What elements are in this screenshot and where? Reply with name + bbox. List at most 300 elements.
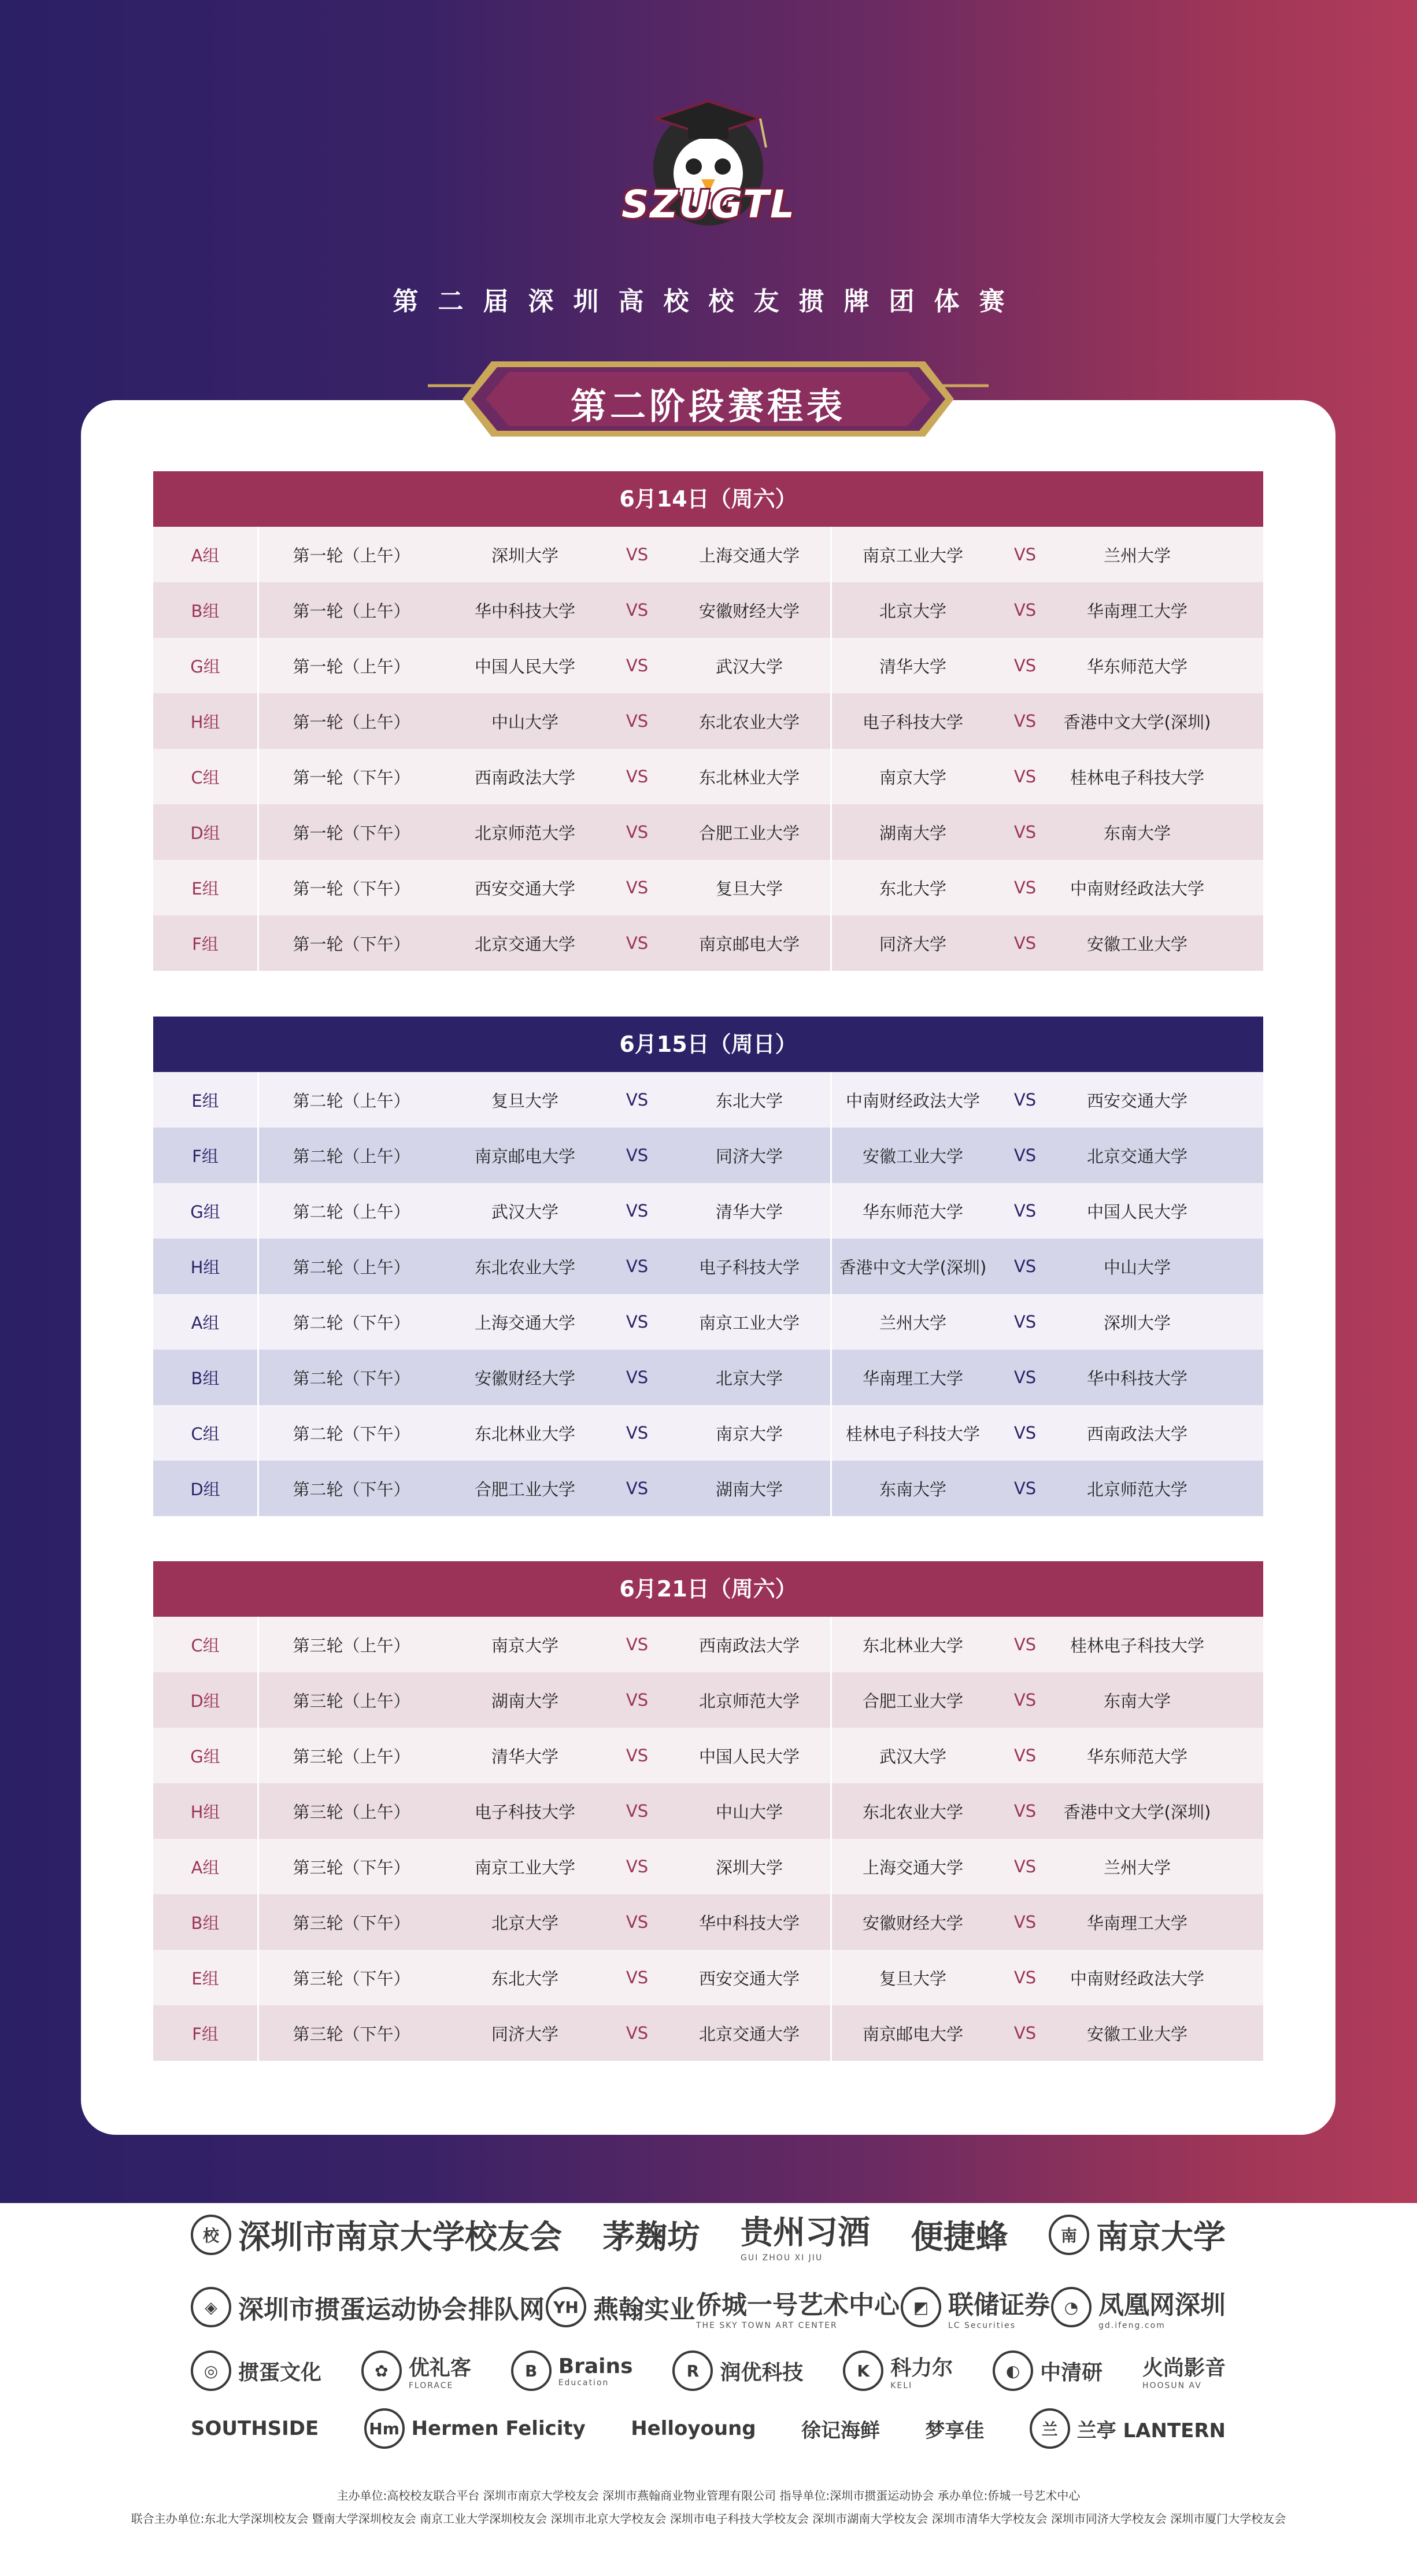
logo-text: SZUGTL bbox=[621, 182, 796, 227]
group-label: F组 bbox=[192, 934, 219, 954]
day-rows bbox=[153, 527, 1263, 971]
team-3: 东北大学 bbox=[830, 860, 994, 915]
team-3: 武汉大学 bbox=[830, 1728, 994, 1783]
match-row bbox=[153, 1294, 1263, 1350]
vs-label-2: VS bbox=[1013, 2023, 1037, 2043]
group-label: H组 bbox=[190, 712, 220, 732]
team-2: 合肥工业大学 bbox=[698, 823, 800, 843]
sponsor-mark-icon: ◩ bbox=[901, 2287, 941, 2327]
sponsor-logo bbox=[511, 2350, 633, 2391]
team-1: 安徽财经大学 bbox=[474, 1368, 575, 1388]
sponsor-name: 排队网 bbox=[468, 2295, 545, 2324]
match-row bbox=[153, 1894, 1263, 1950]
team-4: 中南财经政法大学 bbox=[1070, 1968, 1204, 1989]
sponsor-name: 火尚影音 bbox=[1142, 2356, 1226, 2380]
team-2: 中山大学 bbox=[715, 1802, 783, 1822]
round-label: 第一轮（上午） bbox=[257, 582, 444, 638]
sponsor-name: 梦享佳 bbox=[925, 2419, 985, 2442]
vs-label-2: VS bbox=[1013, 878, 1037, 897]
match-row bbox=[153, 693, 1263, 749]
round-label: 第二轮（下午） bbox=[257, 1350, 444, 1405]
match-row bbox=[153, 1405, 1263, 1461]
vs-label-1: VS bbox=[626, 1201, 649, 1221]
sponsor-mark-icon: K bbox=[843, 2350, 883, 2391]
team-4: 东南大学 bbox=[1103, 1691, 1171, 1711]
team-1: 中国人民大学 bbox=[474, 656, 575, 677]
team-1: 武汉大学 bbox=[491, 1202, 558, 1222]
vs-label-2: VS bbox=[1013, 1368, 1037, 1387]
team-4: 安徽工业大学 bbox=[1086, 2024, 1187, 2044]
team-1: 上海交通大学 bbox=[474, 1313, 575, 1333]
vs-label-1: VS bbox=[626, 1746, 649, 1765]
schedule-day-3 bbox=[153, 1561, 1263, 2061]
group-label: B组 bbox=[191, 1368, 220, 1388]
team-1: 东北林业大学 bbox=[474, 1424, 575, 1444]
team-2: 西南政法大学 bbox=[698, 1635, 800, 1655]
team-1: 东北大学 bbox=[491, 1968, 558, 1989]
match-row bbox=[153, 804, 1263, 860]
vs-label-2: VS bbox=[1013, 1479, 1037, 1498]
sponsor-mark-icon: R bbox=[672, 2350, 713, 2391]
sponsor-logo bbox=[843, 2350, 953, 2391]
vs-label-2: VS bbox=[1013, 711, 1037, 731]
group-label: C组 bbox=[191, 1635, 220, 1655]
sponsor-logo bbox=[191, 2350, 321, 2391]
team-1: 复旦大学 bbox=[491, 1091, 558, 1111]
sponsor-logo bbox=[801, 2415, 880, 2443]
match-row bbox=[153, 1128, 1263, 1183]
team-2: 同济大学 bbox=[715, 1146, 783, 1166]
group-label: A组 bbox=[191, 545, 220, 566]
round-label: 第一轮（下午） bbox=[257, 860, 444, 915]
vs-label-1: VS bbox=[626, 1090, 649, 1110]
sponsor-name: 深圳市掼蛋运动协会 bbox=[238, 2295, 467, 2324]
team-1: 电子科技大学 bbox=[474, 1802, 575, 1822]
team-4: 香港中文大学(深圳) bbox=[1063, 712, 1211, 732]
match-row bbox=[153, 915, 1263, 971]
team-3: 东北农业大学 bbox=[830, 1783, 994, 1839]
sponsor-name: 深圳市南京大学校友会 bbox=[238, 2219, 562, 2256]
team-4: 华东师范大学 bbox=[1086, 656, 1187, 677]
team-3: 香港中文大学(深圳) bbox=[830, 1239, 994, 1294]
sponsor-name: 徐记海鲜 bbox=[801, 2419, 880, 2442]
match-row bbox=[153, 1617, 1263, 1672]
match-row bbox=[153, 2005, 1263, 2061]
sponsor-logo bbox=[925, 2415, 984, 2443]
group-label: E组 bbox=[191, 1968, 219, 1989]
round-label: 第一轮（上午） bbox=[257, 693, 444, 749]
match-row bbox=[153, 638, 1263, 693]
vs-label-2: VS bbox=[1013, 1423, 1037, 1443]
round-label: 第三轮（下午） bbox=[257, 2005, 444, 2061]
team-2: 电子科技大学 bbox=[698, 1257, 800, 1277]
round-label: 第三轮（下午） bbox=[257, 1950, 444, 2005]
sponsor-logo bbox=[1030, 2408, 1226, 2449]
day-rows bbox=[153, 1072, 1263, 1516]
team-2: 东北大学 bbox=[715, 1091, 783, 1111]
match-row bbox=[153, 749, 1263, 804]
group-label: D组 bbox=[190, 1691, 220, 1711]
team-4: 兰州大学 bbox=[1103, 1857, 1171, 1878]
team-4: 华南理工大学 bbox=[1086, 601, 1187, 621]
team-4: 桂林电子科技大学 bbox=[1070, 1635, 1204, 1655]
sponsor-logo bbox=[631, 2417, 756, 2440]
sponsor-logo bbox=[191, 2287, 467, 2327]
vs-label-2: VS bbox=[1013, 1801, 1037, 1821]
sponsor-logo bbox=[1051, 2284, 1226, 2330]
vs-label-2: VS bbox=[1013, 822, 1037, 842]
sponsor-logo bbox=[911, 2212, 1008, 2258]
match-row bbox=[153, 1072, 1263, 1128]
vs-label-1: VS bbox=[626, 878, 649, 897]
team-4: 深圳大学 bbox=[1103, 1313, 1171, 1333]
team-4: 中山大学 bbox=[1103, 1257, 1171, 1277]
team-4: 香港中文大学(深圳) bbox=[1063, 1802, 1211, 1822]
day-rows bbox=[153, 1617, 1263, 2061]
sponsor-name: 便捷蜂 bbox=[911, 2219, 1008, 2256]
day-header: 6月14日（周六） bbox=[153, 471, 1263, 527]
round-label: 第二轮（上午） bbox=[257, 1183, 444, 1239]
sponsor-mark-icon: 南 bbox=[1049, 2215, 1089, 2255]
vs-label-1: VS bbox=[626, 1312, 649, 1332]
team-4: 华南理工大学 bbox=[1086, 1913, 1187, 1933]
team-3: 东南大学 bbox=[830, 1461, 994, 1516]
vs-label-1: VS bbox=[626, 1690, 649, 1710]
sponsor-subtitle: FLORACE bbox=[408, 2381, 454, 2390]
sponsor-mark-icon: ◎ bbox=[191, 2350, 231, 2391]
team-2: 南京工业大学 bbox=[698, 1313, 800, 1333]
vs-label-1: VS bbox=[626, 1479, 649, 1498]
team-3: 上海交通大学 bbox=[830, 1839, 994, 1894]
round-label: 第一轮（下午） bbox=[257, 804, 444, 860]
team-1: 华中科技大学 bbox=[474, 601, 575, 621]
round-label: 第二轮（上午） bbox=[257, 1072, 444, 1128]
team-3: 电子科技大学 bbox=[830, 693, 994, 749]
team-2: 北京师范大学 bbox=[698, 1691, 800, 1711]
team-3: 南京大学 bbox=[830, 749, 994, 804]
team-1: 合肥工业大学 bbox=[474, 1479, 575, 1499]
sponsor-name: 兰亭 LANTERN bbox=[1076, 2419, 1226, 2442]
round-label: 第一轮（上午） bbox=[257, 527, 444, 582]
vs-label-1: VS bbox=[626, 1423, 649, 1443]
team-2: 东北林业大学 bbox=[698, 767, 800, 788]
round-label: 第三轮（上午） bbox=[257, 1728, 444, 1783]
sponsor-mark-icon: 兰 bbox=[1030, 2408, 1070, 2449]
team-2: 西安交通大学 bbox=[698, 1968, 800, 1989]
group-label: A组 bbox=[191, 1857, 220, 1878]
sponsor-mark-icon: ◈ bbox=[191, 2287, 231, 2327]
sponsor-mark-icon: B bbox=[511, 2350, 552, 2391]
team-4: 西南政法大学 bbox=[1086, 1424, 1187, 1444]
match-row bbox=[153, 1783, 1263, 1839]
vs-label-1: VS bbox=[626, 767, 649, 786]
sponsor-logo bbox=[741, 2207, 870, 2263]
vs-label-2: VS bbox=[1013, 1145, 1037, 1165]
team-4: 华东师范大学 bbox=[1086, 1746, 1187, 1766]
sponsor-name: 贵州习酒 bbox=[741, 2214, 870, 2252]
vs-label-1: VS bbox=[626, 711, 649, 731]
sponsor-subtitle: GUI ZHOU XI JIU bbox=[741, 2253, 823, 2263]
team-4: 东南大学 bbox=[1103, 823, 1171, 843]
match-row bbox=[153, 1672, 1263, 1728]
team-4: 北京师范大学 bbox=[1086, 1479, 1187, 1499]
team-3: 华东师范大学 bbox=[830, 1183, 994, 1239]
team-2: 深圳大学 bbox=[715, 1857, 783, 1878]
vs-label-2: VS bbox=[1013, 656, 1037, 675]
vs-label-2: VS bbox=[1013, 600, 1037, 620]
vs-label-1: VS bbox=[626, 2023, 649, 2043]
event-logo bbox=[621, 87, 795, 243]
round-label: 第三轮（上午） bbox=[257, 1783, 444, 1839]
team-4: 安徽工业大学 bbox=[1086, 934, 1187, 954]
team-4: 桂林电子科技大学 bbox=[1070, 767, 1204, 788]
round-label: 第二轮（下午） bbox=[257, 1461, 444, 1516]
vs-label-1: VS bbox=[626, 933, 649, 953]
sponsor-subtitle: KELI bbox=[890, 2381, 913, 2390]
team-1: 南京工业大学 bbox=[474, 1857, 575, 1878]
team-3: 合肥工业大学 bbox=[830, 1672, 994, 1728]
round-label: 第三轮（下午） bbox=[257, 1894, 444, 1950]
group-label: G组 bbox=[190, 656, 220, 677]
vs-label-1: VS bbox=[626, 600, 649, 620]
team-4: 中南财经政法大学 bbox=[1070, 878, 1204, 899]
vs-label-2: VS bbox=[1013, 1746, 1037, 1765]
vs-label-2: VS bbox=[1013, 1256, 1037, 1276]
team-3: 桂林电子科技大学 bbox=[830, 1405, 994, 1461]
team-3: 安徽工业大学 bbox=[830, 1128, 994, 1183]
sponsor-logo bbox=[1142, 2352, 1226, 2390]
vs-label-2: VS bbox=[1013, 933, 1037, 953]
sponsor-name: 优礼客 bbox=[408, 2356, 471, 2380]
vs-label-2: VS bbox=[1013, 545, 1037, 564]
sponsor-name: 联储证券 bbox=[948, 2290, 1050, 2320]
team-2: 湖南大学 bbox=[715, 1479, 783, 1499]
team-2: 清华大学 bbox=[715, 1202, 783, 1222]
team-1: 深圳大学 bbox=[491, 545, 558, 566]
vs-label-2: VS bbox=[1013, 1968, 1037, 1987]
sponsor-mark-icon: ✿ bbox=[361, 2350, 402, 2391]
co-organizer-credits: 联合主办单位:东北大学深圳校友会 暨南大学深圳校友会 南京工业大学深圳校友会 深圳市北京大学校友会 深圳市电子科技大学校友会 深圳市湖南大学校友会 深圳市清华大学校友会 深圳市同济大学校友会 深圳市厦门大学校友会 bbox=[131, 2512, 1286, 2526]
group-label: A组 bbox=[191, 1313, 220, 1333]
sponsor-name: 南京大学 bbox=[1096, 2219, 1226, 2256]
sponsor-logo bbox=[1049, 2212, 1226, 2258]
sponsor-name: 掼蛋文化 bbox=[238, 2360, 322, 2385]
team-1: 北京师范大学 bbox=[474, 823, 575, 843]
match-row bbox=[153, 1461, 1263, 1516]
group-label: C组 bbox=[191, 1424, 220, 1444]
round-label: 第三轮（上午） bbox=[257, 1672, 444, 1728]
round-label: 第一轮（下午） bbox=[257, 915, 444, 971]
sponsor-mark-icon: 校 bbox=[191, 2215, 231, 2255]
vs-label-1: VS bbox=[626, 1635, 649, 1654]
group-label: E组 bbox=[191, 1091, 219, 1111]
sponsor-logo bbox=[546, 2287, 695, 2327]
team-2: 中国人民大学 bbox=[698, 1746, 800, 1766]
round-label: 第一轮（下午） bbox=[257, 749, 444, 804]
sponsor-name: 中清研 bbox=[1040, 2360, 1103, 2385]
match-row bbox=[153, 582, 1263, 638]
vs-label-2: VS bbox=[1013, 1090, 1037, 1110]
event-title: 第二届深圳高校校友掼牌团体赛 bbox=[393, 287, 1024, 316]
organizer-credits: 主办单位:高校校友联合平台 深圳市南京大学校友会 深圳市燕翰商业物业管理有限公司 指导单位:深圳市掼蛋运动协会 承办单位:侨城一号艺术中心 bbox=[336, 2489, 1081, 2503]
sponsor-logo bbox=[672, 2350, 803, 2391]
sponsor-mark-icon: Hm bbox=[364, 2408, 405, 2449]
team-1: 西安交通大学 bbox=[474, 878, 575, 899]
vs-label-1: VS bbox=[626, 1801, 649, 1821]
group-label: G组 bbox=[190, 1202, 220, 1222]
team-3: 湖南大学 bbox=[830, 804, 994, 860]
round-label: 第二轮（上午） bbox=[257, 1239, 444, 1294]
team-2: 复旦大学 bbox=[715, 878, 783, 899]
round-label: 第二轮（下午） bbox=[257, 1405, 444, 1461]
sponsor-mark-icon: ◐ bbox=[993, 2350, 1033, 2391]
team-1: 北京大学 bbox=[491, 1913, 558, 1933]
sponsor-row-3 bbox=[191, 2345, 1226, 2397]
sponsor-name: 侨城一号艺术中心 bbox=[696, 2290, 900, 2320]
vs-label-2: VS bbox=[1013, 1857, 1037, 1876]
group-label: E组 bbox=[191, 878, 219, 899]
sponsor-mark-icon: ◔ bbox=[1051, 2287, 1092, 2327]
round-label: 第一轮（上午） bbox=[257, 638, 444, 693]
vs-label-1: VS bbox=[626, 1256, 649, 1276]
vs-label-1: VS bbox=[626, 1145, 649, 1165]
team-1: 中山大学 bbox=[491, 712, 558, 732]
group-label: G组 bbox=[190, 1746, 220, 1766]
sponsor-logo bbox=[364, 2408, 586, 2449]
team-3: 兰州大学 bbox=[830, 1294, 994, 1350]
vs-label-2: VS bbox=[1013, 1635, 1037, 1654]
sponsor-name: 茅麹坊 bbox=[602, 2219, 700, 2256]
sponsor-name: 科力尔 bbox=[890, 2356, 953, 2380]
group-label: B组 bbox=[191, 601, 220, 621]
match-row bbox=[153, 527, 1263, 582]
sponsor-name: Brains bbox=[558, 2354, 633, 2378]
round-label: 第三轮（下午） bbox=[257, 1839, 444, 1894]
sponsor-subtitle: LC Securities bbox=[948, 2321, 1016, 2330]
sponsor-row-1 bbox=[191, 2203, 1226, 2267]
sponsor-name: 润优科技 bbox=[720, 2360, 804, 2385]
sponsor-name: SOUTHSIDE bbox=[191, 2417, 319, 2440]
sponsor-logo bbox=[993, 2350, 1102, 2391]
day-header: 6月15日（周日） bbox=[153, 1017, 1263, 1072]
team-4: 西安交通大学 bbox=[1086, 1091, 1187, 1111]
sponsor-logo bbox=[468, 2289, 545, 2326]
team-3: 华南理工大学 bbox=[830, 1350, 994, 1405]
team-3: 清华大学 bbox=[830, 638, 994, 693]
group-label: D组 bbox=[190, 823, 220, 843]
team-3: 同济大学 bbox=[830, 915, 994, 971]
sponsor-logo bbox=[901, 2284, 1050, 2330]
vs-label-1: VS bbox=[626, 1368, 649, 1387]
sponsor-logo bbox=[191, 2212, 562, 2258]
sponsor-name: 燕翰实业 bbox=[593, 2295, 695, 2324]
team-4: 中国人民大学 bbox=[1086, 1202, 1187, 1222]
sponsor-subtitle: HOOSUN AV bbox=[1142, 2381, 1202, 2390]
sponsor-name: Helloyoung bbox=[631, 2417, 756, 2440]
match-row bbox=[153, 1839, 1263, 1894]
sponsor-logo bbox=[603, 2212, 700, 2258]
team-3: 北京大学 bbox=[830, 582, 994, 638]
team-3: 复旦大学 bbox=[830, 1950, 994, 2005]
vs-label-1: VS bbox=[626, 1968, 649, 1987]
round-label: 第三轮（上午） bbox=[257, 1617, 444, 1672]
team-2: 华中科技大学 bbox=[698, 1913, 800, 1933]
group-label: H组 bbox=[190, 1802, 220, 1822]
team-2: 安徽财经大学 bbox=[698, 601, 800, 621]
group-label: D组 bbox=[190, 1479, 220, 1499]
team-3: 南京工业大学 bbox=[830, 527, 994, 582]
schedule-day-2 bbox=[153, 1017, 1263, 1516]
sponsor-row-2 bbox=[191, 2278, 1226, 2336]
team-1: 南京邮电大学 bbox=[474, 1146, 575, 1166]
team-1: 东北农业大学 bbox=[474, 1257, 575, 1277]
team-2: 北京大学 bbox=[715, 1368, 783, 1388]
vs-label-1: VS bbox=[626, 1857, 649, 1876]
sponsor-subtitle: THE SKY TOWN ART CENTER bbox=[696, 2321, 838, 2330]
team-1: 清华大学 bbox=[491, 1746, 558, 1766]
match-row bbox=[153, 1950, 1263, 2005]
vs-label-1: VS bbox=[626, 656, 649, 675]
team-3: 安徽财经大学 bbox=[830, 1894, 994, 1950]
match-row bbox=[153, 1239, 1263, 1294]
team-2: 北京交通大学 bbox=[698, 2024, 800, 2044]
team-1: 北京交通大学 bbox=[474, 934, 575, 954]
team-1: 同济大学 bbox=[491, 2024, 558, 2044]
round-label: 第二轮（下午） bbox=[257, 1294, 444, 1350]
team-2: 南京邮电大学 bbox=[698, 934, 800, 954]
match-row bbox=[153, 1183, 1263, 1239]
team-2: 上海交通大学 bbox=[698, 545, 800, 566]
match-row bbox=[153, 1350, 1263, 1405]
team-3: 中南财经政法大学 bbox=[830, 1072, 994, 1128]
team-4: 北京交通大学 bbox=[1086, 1146, 1187, 1166]
schedule-day-1 bbox=[153, 471, 1263, 971]
sponsor-name: Hermen Felicity bbox=[411, 2417, 586, 2440]
team-2: 南京大学 bbox=[715, 1424, 783, 1444]
sponsor-logo bbox=[361, 2350, 471, 2391]
match-row bbox=[153, 860, 1263, 915]
team-1: 南京大学 bbox=[491, 1635, 558, 1655]
sponsor-subtitle: Education bbox=[558, 2378, 609, 2387]
team-4: 华中科技大学 bbox=[1086, 1368, 1187, 1388]
sponsor-logo bbox=[191, 2417, 319, 2440]
team-3: 东北林业大学 bbox=[830, 1617, 994, 1672]
vs-label-2: VS bbox=[1013, 767, 1037, 786]
round-label: 第二轮（上午） bbox=[257, 1128, 444, 1183]
team-3: 南京邮电大学 bbox=[830, 2005, 994, 2061]
team-4: 兰州大学 bbox=[1103, 545, 1171, 566]
vs-label-2: VS bbox=[1013, 1912, 1037, 1932]
group-label: B组 bbox=[191, 1913, 220, 1933]
group-label: H组 bbox=[190, 1257, 220, 1277]
team-1: 西南政法大学 bbox=[474, 767, 575, 788]
vs-label-2: VS bbox=[1013, 1690, 1037, 1710]
sponsor-row-4 bbox=[191, 2405, 1226, 2452]
sponsor-logo bbox=[696, 2284, 900, 2330]
team-2: 武汉大学 bbox=[715, 656, 783, 677]
sponsor-mark-icon: YH bbox=[546, 2287, 586, 2327]
vs-label-1: VS bbox=[626, 1912, 649, 1932]
vs-label-2: VS bbox=[1013, 1312, 1037, 1332]
vs-label-1: VS bbox=[626, 822, 649, 842]
sponsor-subtitle: gd.ifeng.com bbox=[1098, 2321, 1166, 2330]
day-header: 6月21日（周六） bbox=[153, 1561, 1263, 1617]
group-label: F组 bbox=[192, 1146, 219, 1166]
group-label: F组 bbox=[192, 2024, 219, 2044]
vs-label-2: VS bbox=[1013, 1201, 1037, 1221]
match-row bbox=[153, 1728, 1263, 1783]
group-label: C组 bbox=[191, 767, 220, 788]
